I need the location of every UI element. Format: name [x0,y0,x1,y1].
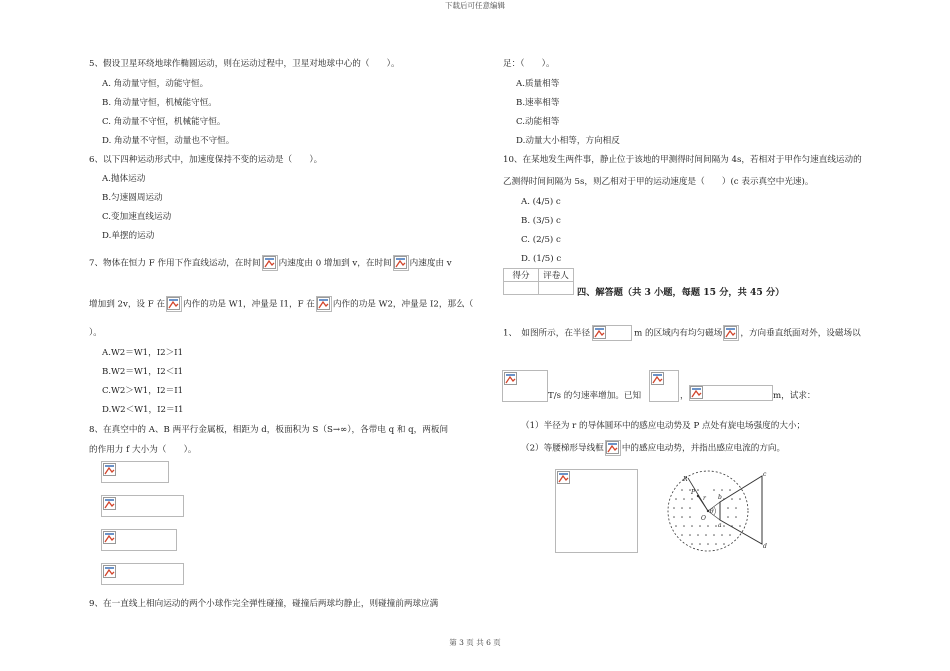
q10-stem-line1: 10、在某地发生两件事，静止位于该地的甲测得时间间隔为 4s，若相对于甲作匀速直线运动的 [503,155,862,165]
p1-sub2-text-2: 中的感应电动势，并指出感应电流的方向。 [621,443,786,454]
q8-stem-line2: 的作用力 f 大小为（ ）。 [89,445,197,455]
q6-stem: 6、以下四种运动形式中，加速度保持不变的运动是（ ）。 [89,155,323,165]
q5-option-a: A. 角动量守恒，动能守恒。 [102,79,209,89]
score-cell-value[interactable] [504,282,539,295]
broken-image-icon [262,255,278,271]
broken-image-icon [690,386,703,399]
p1-subquestion-1: （1）半径为 r 的导体圆环中的感应电动势及 P 点处有旋电场强度的大小； [521,421,806,431]
q7-stem-line1 [89,255,452,271]
label-a: a [718,522,722,529]
grader-cell-value[interactable] [539,282,574,295]
p1-text-5: ， [680,391,689,401]
q10-stem-line2: 乙测得时间间隔为 5s，则乙相对于甲的运动速度是（ ）(c 表示真空中光速)。 [503,177,814,187]
q7-option-c: C.W2＞W1，I2＝I1 [102,386,184,396]
q9-option-c: C.动能相等 [516,117,560,127]
magnetic-field-figure [662,468,782,554]
q5-stem: 5、假设卫星环绕地球作椭圆运动，则在运动过程中，卫星对地球中心的（ ）。 [89,59,400,69]
q5-option-b: B. 角动量守恒，机械能守恒。 [102,98,217,108]
label-P: P [691,489,696,496]
broken-image-icon [103,463,116,476]
broken-image-icon [605,440,621,456]
label-theta: θ [710,508,714,515]
q7-option-a: A.W2＝W1，I2＞I1 [102,348,184,358]
q6-option-c: C.变加速直线运动 [102,212,172,222]
q10-option-d: D. (1/5) c [521,254,562,264]
label-R: R [683,476,688,483]
label-b: b [718,494,722,501]
rate-formula-image [502,370,548,402]
q10-option-a: A. (4/5) c [521,197,561,207]
label-c: c [763,471,767,478]
p1-sub2-text-1: （2）等腰梯形导线框 [521,443,604,454]
given-formula-image-1 [649,370,679,402]
p1-text-2: m 的区域内有均匀磁场 [634,328,723,339]
q5-option-c: C. 角动量不守恒，机械能守恒。 [102,117,226,127]
q10-option-b: B. (3/5) c [521,216,561,226]
q9-stem: 9、在一直线上相向运动的两个小球作完全弹性碰撞，碰撞后两球均静止，则碰撞前两球应满 [89,599,439,609]
score-table [503,268,574,295]
grader-cell-label: 评卷人 [539,269,574,282]
page-header: 下载后可任意编辑 [445,1,505,10]
p1-subquestion-2 [521,440,785,456]
broken-image-icon [393,255,409,271]
broken-image-icon [103,531,116,544]
p1-text-3: ，方向垂直纸面对外，设磁场以 [740,328,861,339]
broken-image-icon [166,296,182,312]
label-d: d [763,543,767,550]
q7-text-6: 内作的功是 W2，冲量是 I2，那么（ [332,299,474,310]
page-footer: 第 3 页 共 6 页 [449,638,501,647]
q6-option-b: B.匀速圆周运动 [102,193,163,203]
q7-option-b: B.W2＝W1，I2＜I1 [102,367,184,377]
q9-option-a: A.质量相等 [516,79,560,89]
q7-text-3: 内速度由 v [409,258,452,269]
q8-stem-line1: 8、在真空中的 A、B 两平行金属板，相距为 d，板面积为 S（S→∞），各带电 q 和 q，两板间 [89,425,449,435]
q7-stem-line3: ）。 [89,328,102,338]
broken-image-icon [103,497,116,510]
figure-placeholder-image [555,469,638,553]
broken-image-icon [651,372,664,385]
p1-line1 [503,325,861,341]
label-r: r [703,495,706,502]
q6-option-d: D.单摆的运动 [102,231,155,241]
q5-option-d: D. 角动量不守恒，动量也不守恒。 [102,136,235,146]
q7-text-1: 7、物体在恒力 F 作用下作直线运动，在时间 [89,258,261,269]
broken-image-icon [723,325,739,341]
q7-text-4: 增加到 2v，设 F 在 [89,299,166,310]
broken-image-icon [316,296,332,312]
label-O: O [701,515,706,522]
section-title: 四、解答题（共 3 小题，每题 15 分，共 45 分） [577,287,785,298]
q10-option-c: C. (2/5) c [521,235,561,245]
q8-option-a-image [101,461,169,483]
q7-stem-line2 [89,296,473,312]
q9-option-b: B.速率相等 [516,98,560,108]
q8-option-d-image [101,563,184,585]
score-cell-label: 得分 [504,269,539,282]
q9-option-d: D.动量大小相等，方向相反 [516,136,620,146]
broken-image-icon [557,471,570,484]
q9-stem-continued: 足：（ ）。 [503,59,555,69]
broken-image-icon [103,565,116,578]
field-dots [673,489,741,545]
broken-image-icon [593,326,606,339]
q8-option-b-image [101,495,184,517]
p1-text-4: T/s 的匀速率增加。已知 [548,391,642,401]
given-formula-image-2 [689,385,773,401]
p1-text-1: 1、 如图所示，在半径 [503,328,591,339]
q7-text-2: 内速度由 0 增加到 v，在时间 [278,258,392,269]
q6-option-a: A.抛体运动 [102,174,146,184]
q8-option-c-image [101,529,177,551]
broken-image-icon [504,372,517,385]
q7-text-5: 内作的功是 W1，冲量是 I1，F 在 [183,299,315,310]
radius-formula-image [592,325,632,341]
q7-option-d: D.W2＜W1，I2＝I1 [102,405,184,415]
p1-text-6: m，试求： [773,391,816,401]
